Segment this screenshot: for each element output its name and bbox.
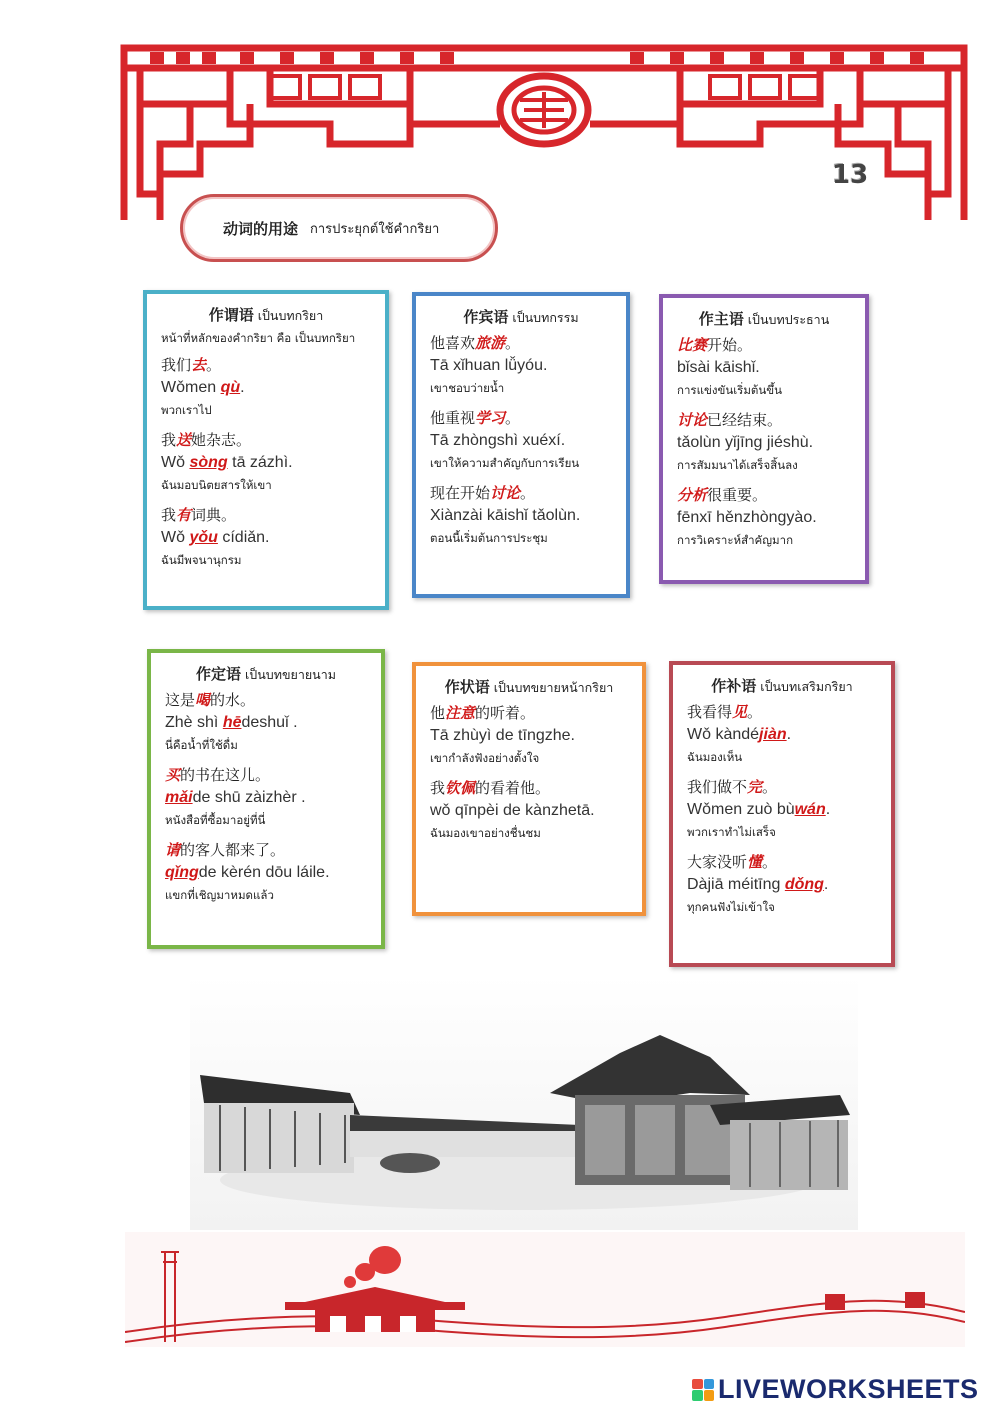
py-text: Wǒ kàndé bbox=[687, 726, 760, 743]
example-chinese bbox=[430, 482, 612, 504]
example bbox=[161, 354, 371, 420]
zh-highlight: 送 bbox=[176, 431, 192, 449]
example bbox=[165, 839, 367, 905]
example-pinyin: bǐsài kāishǐ. bbox=[677, 359, 760, 376]
section-title-th: การประยุกต์ใช้คำกริยา bbox=[310, 221, 440, 237]
py-highlight: qù bbox=[220, 379, 241, 396]
py-text: de shū zàizhèr . bbox=[192, 789, 306, 806]
great-wall-skyline-illustration bbox=[125, 1232, 965, 1347]
py-highlight: mǎi bbox=[165, 789, 193, 806]
zh-highlight: 学习 bbox=[475, 409, 506, 427]
zh-highlight: 旅游 bbox=[475, 334, 506, 352]
example-chinese bbox=[161, 354, 371, 376]
py-text: Wǒmen bbox=[161, 379, 221, 396]
example-pinyin bbox=[161, 376, 371, 400]
example-pinyin bbox=[687, 798, 877, 822]
py-highlight: jiàn bbox=[759, 726, 787, 743]
zh-highlight: 讨论 bbox=[677, 411, 708, 429]
card-object bbox=[412, 292, 630, 598]
example-chinese bbox=[430, 332, 612, 354]
zh-text: 。 bbox=[762, 778, 778, 796]
zh-highlight: 喝 bbox=[195, 691, 211, 709]
example-thai: แขกที่เชิญมาหมดแล้ว bbox=[165, 888, 274, 902]
py-text: tā zázhì. bbox=[227, 454, 293, 471]
card-intro: หน้าที่หลักของคำกริยา คือ เป็นบทกริยา bbox=[161, 331, 356, 345]
example-pinyin bbox=[165, 711, 367, 735]
zh-text: 。 bbox=[520, 484, 536, 502]
section-title-zh: 动词的用途 bbox=[223, 219, 299, 238]
zh-text: 我 bbox=[161, 506, 177, 524]
card-title-zh: 作补语 bbox=[711, 677, 757, 695]
example bbox=[430, 702, 628, 768]
zh-text: 开始。 bbox=[707, 336, 753, 354]
example-chinese bbox=[165, 764, 367, 786]
py-text: Wǒ bbox=[161, 454, 190, 471]
card-subject bbox=[659, 294, 869, 584]
example bbox=[677, 334, 851, 400]
py-highlight: yǒu bbox=[189, 529, 218, 546]
zh-text: 。 bbox=[206, 356, 222, 374]
example-pinyin: Tā zhòngshì xuéxí. bbox=[430, 432, 566, 449]
card-predicate bbox=[143, 290, 389, 610]
card-title-zh: 作主语 bbox=[698, 310, 744, 328]
card-title-th: เป็นบทประธาน bbox=[747, 312, 830, 327]
zh-text: 。 bbox=[505, 409, 521, 427]
example bbox=[165, 764, 367, 830]
example-pinyin bbox=[161, 526, 371, 550]
example-chinese bbox=[687, 851, 877, 873]
example bbox=[677, 409, 851, 475]
example-chinese bbox=[165, 839, 367, 861]
example-pinyin bbox=[165, 786, 367, 810]
py-text: Zhè shì bbox=[165, 714, 223, 731]
card-complement bbox=[669, 661, 895, 967]
py-text: . bbox=[240, 379, 245, 396]
zh-highlight: 注意 bbox=[445, 704, 476, 722]
zh-text: 这是 bbox=[165, 691, 196, 709]
example-thai: ฉันมองเห็น bbox=[687, 750, 743, 764]
card-title bbox=[430, 676, 628, 698]
py-text: de kèrén dōu láile. bbox=[198, 864, 330, 881]
liveworksheets-brand-text: LIVEWORKSHEETS bbox=[718, 1374, 979, 1404]
example-thai: ตอนนี้เริ่มต้นการประชุม bbox=[430, 531, 548, 545]
zh-text: 。 bbox=[505, 334, 521, 352]
zh-text: 的水。 bbox=[210, 691, 256, 709]
zh-text: 我们做不 bbox=[687, 778, 748, 796]
py-text: . bbox=[823, 876, 829, 893]
example-chinese bbox=[677, 409, 851, 431]
card-title-zh: 作定语 bbox=[196, 665, 242, 683]
example-chinese bbox=[165, 689, 367, 711]
example-pinyin bbox=[687, 723, 877, 747]
card-title-th: เป็นบทเสริมกริยา bbox=[760, 679, 853, 694]
example bbox=[430, 777, 628, 843]
example-thai: เขากำลังฟังอย่างตั้งใจ bbox=[430, 751, 540, 765]
zh-highlight: 去 bbox=[191, 356, 207, 374]
card-title-zh: 作宾语 bbox=[463, 308, 509, 326]
example bbox=[687, 701, 877, 767]
example-pinyin: wǒ qīnpèi de kànzhetā. bbox=[430, 802, 595, 819]
py-text: cídiǎn. bbox=[217, 529, 270, 546]
example-thai: ทุกคนฟังไม่เข้าใจ bbox=[687, 900, 775, 914]
py-highlight: hē bbox=[222, 714, 242, 731]
zh-text: 我们 bbox=[161, 356, 192, 374]
zh-highlight: 买 bbox=[165, 766, 181, 784]
zh-text: 词典。 bbox=[191, 506, 237, 524]
example bbox=[161, 429, 371, 495]
example-thai: นี่คือน้ำที่ใช้ดื่ม bbox=[165, 738, 238, 752]
example bbox=[430, 332, 612, 398]
example-chinese bbox=[430, 777, 628, 799]
zh-highlight: 有 bbox=[176, 506, 192, 524]
card-title bbox=[161, 304, 371, 326]
example bbox=[430, 482, 612, 548]
card-title bbox=[687, 675, 877, 697]
zh-highlight: 懂 bbox=[747, 853, 763, 871]
example bbox=[430, 407, 612, 473]
py-text: Dàjiā méitīng bbox=[687, 876, 785, 893]
zh-text: 。 bbox=[747, 703, 763, 721]
zh-text: 他 bbox=[430, 704, 446, 722]
py-text: . bbox=[825, 801, 831, 818]
zh-text: 已经结束。 bbox=[707, 411, 783, 429]
zh-highlight: 完 bbox=[747, 778, 763, 796]
card-attributive bbox=[147, 649, 385, 949]
py-highlight: qǐng bbox=[165, 864, 199, 881]
zh-text: 我 bbox=[430, 779, 446, 797]
example bbox=[165, 689, 367, 755]
example-chinese bbox=[687, 701, 877, 723]
example-pinyin: fēnxī hěnzhòngyào. bbox=[677, 509, 817, 526]
card-title-th: เป็นบทขยายหน้ากริยา bbox=[493, 680, 614, 695]
zh-highlight: 请 bbox=[165, 841, 181, 859]
example-thai: การวิเคราะห์สำคัญมาก bbox=[677, 533, 794, 547]
zh-highlight: 分析 bbox=[677, 486, 708, 504]
example-pinyin: Tā zhùyì de tīngzhe. bbox=[430, 727, 575, 744]
card-title bbox=[165, 663, 367, 685]
example-pinyin: Xiànzài kāishǐ tǎolùn. bbox=[430, 507, 581, 524]
page-number: 13 bbox=[832, 160, 869, 190]
zh-text: 的听着。 bbox=[475, 704, 536, 722]
card-title bbox=[677, 308, 851, 330]
example-chinese bbox=[430, 702, 628, 724]
example-thai: ฉันมองเขาอย่างชื่นชม bbox=[430, 826, 541, 840]
example-pinyin bbox=[687, 873, 877, 897]
example-pinyin bbox=[161, 451, 371, 475]
py-text: Wǒmen zuò bù bbox=[687, 801, 795, 818]
example-chinese bbox=[161, 504, 371, 526]
zh-text: 她杂志。 bbox=[191, 431, 252, 449]
liveworksheets-brand[interactable] bbox=[692, 1374, 979, 1405]
zh-highlight: 钦佩 bbox=[445, 779, 476, 797]
example-chinese bbox=[430, 407, 612, 429]
example-thai: ฉันมีพจนานุกรม bbox=[161, 553, 242, 567]
zh-highlight: 讨论 bbox=[490, 484, 521, 502]
zh-highlight: 比赛 bbox=[677, 336, 708, 354]
card-title-th: เป็นบทกรรม bbox=[512, 310, 579, 325]
example-pinyin bbox=[165, 861, 367, 885]
py-text: Wǒ bbox=[161, 529, 190, 546]
example bbox=[687, 851, 877, 917]
card-title-zh: 作状语 bbox=[444, 678, 490, 696]
example bbox=[677, 484, 851, 550]
example-thai: เขาชอบว่ายน้ำ bbox=[430, 381, 505, 395]
zh-text: 我看得 bbox=[687, 703, 733, 721]
section-title-pill bbox=[180, 194, 498, 262]
example-chinese bbox=[161, 429, 371, 451]
example-pinyin: tǎolùn yǐjīng jiéshù. bbox=[677, 434, 814, 451]
zh-text: 的客人都来了。 bbox=[180, 841, 286, 859]
example-thai: พวกเราไป bbox=[161, 403, 212, 417]
card-title-th: เป็นบทกริยา bbox=[257, 308, 324, 323]
card-title bbox=[430, 306, 612, 328]
example-thai: หนังสือที่ซื้อมาอยู่ที่นี่ bbox=[165, 813, 266, 827]
example-thai: ฉันมอบนิตยสารให้เขา bbox=[161, 478, 272, 492]
py-text: deshuǐ . bbox=[241, 714, 298, 731]
zh-text: 他重视 bbox=[430, 409, 476, 427]
zh-text: 。 bbox=[762, 853, 778, 871]
py-text: . bbox=[786, 726, 792, 743]
example-thai: เขาให้ความสำคัญกับการเรียน bbox=[430, 456, 580, 470]
py-highlight: wán bbox=[794, 801, 826, 818]
zh-text: 大家没听 bbox=[687, 853, 748, 871]
py-highlight: dǒng bbox=[784, 876, 824, 893]
zh-text: 现在开始 bbox=[430, 484, 491, 502]
example-thai: การสัมมนาได้เสร็จสิ้นลง bbox=[677, 458, 798, 472]
liveworksheets-logo-icon bbox=[692, 1379, 714, 1401]
example bbox=[687, 776, 877, 842]
zh-text: 我 bbox=[161, 431, 177, 449]
courtyard-building-illustration bbox=[190, 975, 858, 1230]
example-chinese bbox=[687, 776, 877, 798]
card-adverbial bbox=[412, 662, 646, 916]
py-highlight: sòng bbox=[189, 454, 228, 471]
card-title-zh: 作谓语 bbox=[208, 306, 254, 324]
zh-text: 很重要。 bbox=[707, 486, 768, 504]
zh-text: 他喜欢 bbox=[430, 334, 476, 352]
card-title-th: เป็นบทขยายนาม bbox=[245, 667, 336, 682]
shou-medallion bbox=[500, 76, 588, 144]
zh-text: 的书在这儿。 bbox=[180, 766, 271, 784]
example-thai: พวกเราทำไม่เสร็จ bbox=[687, 825, 776, 839]
example-pinyin: Tā xǐhuan lǚyóu. bbox=[430, 357, 548, 374]
zh-highlight: 见 bbox=[732, 703, 748, 721]
example-thai: การแข่งขันเริ่มต้นขึ้น bbox=[677, 383, 782, 397]
example-chinese bbox=[677, 484, 851, 506]
example bbox=[161, 504, 371, 570]
zh-text: 的看着他。 bbox=[475, 779, 551, 797]
example-chinese bbox=[677, 334, 851, 356]
